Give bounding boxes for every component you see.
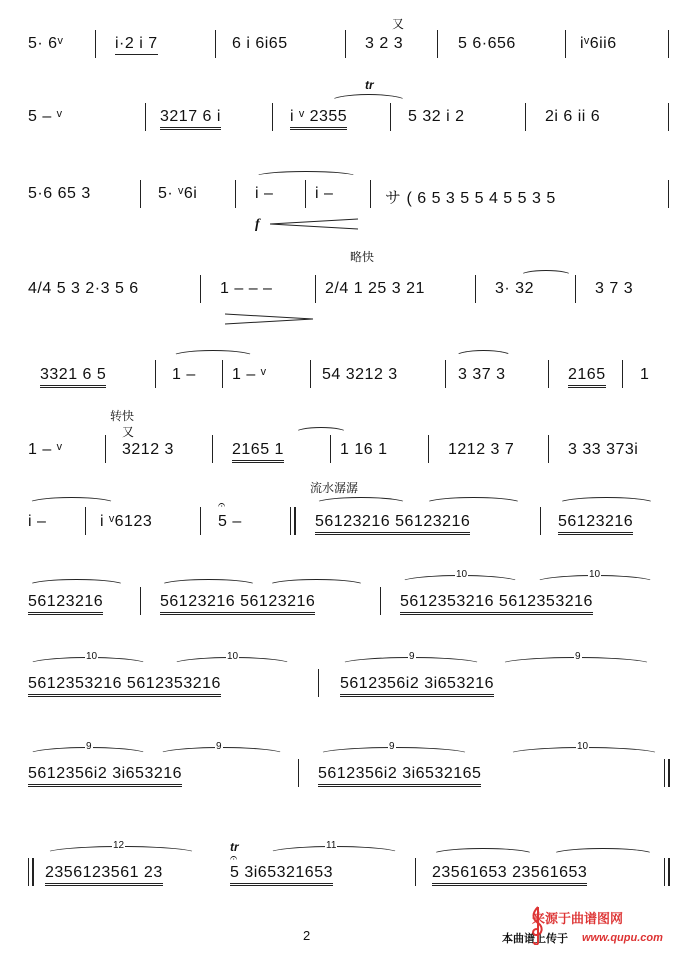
measure: 1 16 1 — [340, 441, 388, 458]
staff-row-4 — [0, 250, 692, 340]
measure: 2165 1 — [232, 441, 284, 463]
measure: i – — [315, 185, 334, 202]
barline — [668, 180, 669, 208]
staff-row-3 — [0, 175, 692, 245]
barline — [105, 435, 106, 463]
measure: 2/4 1 25 3 21 — [325, 280, 425, 297]
measure: 54 3212 3 — [322, 366, 398, 383]
barline — [428, 435, 429, 463]
ornament-mark: 又 — [122, 425, 135, 439]
slur — [558, 497, 655, 510]
measure: 23561653 23561653 — [432, 864, 587, 886]
measure: i·2 i 7 — [115, 35, 158, 55]
measure: i ᵛ 2355 — [290, 108, 347, 130]
barline — [200, 507, 201, 535]
barline — [668, 103, 669, 131]
tuplet-number: 10 — [86, 651, 98, 662]
barline — [370, 180, 371, 208]
barline — [145, 103, 146, 131]
measure: 6 i 6i65 — [232, 35, 288, 52]
measure: 3 33 373i — [568, 441, 639, 458]
slur — [432, 848, 534, 861]
barline — [390, 103, 391, 131]
measure: 1 – — [172, 366, 196, 383]
page-number: 2 — [303, 928, 311, 943]
measure: 5 32 i 2 — [408, 108, 465, 125]
staff-row-5 — [0, 350, 692, 420]
barline — [540, 507, 541, 535]
measure: 2165 — [568, 366, 606, 388]
barline — [445, 360, 446, 388]
barline — [380, 587, 381, 615]
measure: 56123216 56123216 — [315, 513, 470, 535]
measure: 5612356i2 3i6532165 — [318, 765, 481, 787]
measure: 2i 6 ii 6 — [545, 108, 601, 125]
staff-row-2 — [0, 78, 692, 170]
barline — [272, 103, 273, 131]
measure: 5 6·656 — [458, 35, 516, 52]
barline — [548, 360, 549, 388]
slur — [160, 579, 257, 592]
tuplet-number: 10 — [589, 569, 601, 580]
barline — [212, 435, 213, 463]
trill-mark: tr — [230, 840, 239, 854]
measure: 3 2 3 — [365, 35, 404, 52]
measure: 56123216 56123216 — [160, 593, 315, 615]
measure: 5· 6ᵛ — [28, 35, 64, 52]
repeat-end-barline — [664, 858, 670, 886]
barline — [525, 103, 526, 131]
staff-row-8 — [0, 569, 692, 645]
measure: 5612356i2 3i653216 — [28, 765, 182, 787]
barline — [215, 30, 216, 58]
measure: 4/4 5 3 2·3 5 6 — [28, 280, 139, 297]
slur — [28, 579, 125, 592]
barline — [622, 360, 623, 388]
slur — [315, 497, 407, 510]
watermark-url: www.qupu.com — [582, 932, 663, 944]
tempo-marking: 略快 — [350, 250, 375, 264]
fermata-icon: 𝄐 — [230, 850, 238, 865]
barline — [315, 275, 316, 303]
tie — [295, 427, 347, 438]
tie — [28, 497, 115, 510]
barline — [140, 180, 141, 208]
measure: サ ( 6 5 3 5 5 4 5 5 3 5 — [385, 190, 556, 207]
tuplet-number: 9 — [575, 651, 581, 662]
barline — [345, 30, 346, 58]
barline — [565, 30, 566, 58]
measure: 3217 6 i — [160, 108, 221, 130]
barline — [548, 435, 549, 463]
measure: 1 – – – — [220, 280, 273, 297]
staff-row-1 — [0, 17, 692, 95]
staff-row-7 — [0, 481, 692, 565]
tuplet-number: 11 — [326, 840, 337, 851]
measure: 5 – — [218, 513, 242, 530]
measure: 1 – ᵛ — [28, 441, 63, 458]
trill-mark: tr — [365, 78, 374, 92]
measure: 1 — [640, 366, 650, 383]
crescendo-hairpin — [270, 217, 360, 231]
ornament-mark: 又 — [392, 17, 405, 31]
barline — [437, 30, 438, 58]
measure: 5 3i65321653 — [230, 864, 333, 886]
slur — [425, 497, 522, 510]
barline — [140, 587, 141, 615]
dynamic-forte: f — [255, 217, 260, 232]
repeat-start-barline — [290, 507, 296, 535]
measure: 3321 6 5 — [40, 366, 106, 388]
fermata-icon: 𝄐 — [218, 497, 226, 512]
measure: 5·6 65 3 — [28, 185, 91, 202]
slur — [268, 579, 365, 592]
barline — [415, 858, 416, 886]
tie — [172, 350, 254, 363]
measure: 5612356i2 3i653216 — [340, 675, 494, 697]
barline — [310, 360, 311, 388]
barline — [330, 435, 331, 463]
tuplet-number: 9 — [86, 741, 92, 752]
tuplet-number: 10 — [577, 741, 589, 752]
measure: 3· 32 — [495, 280, 534, 297]
measure: 56123216 — [558, 513, 633, 535]
barline — [475, 275, 476, 303]
barline — [95, 30, 96, 58]
tuplet-number: 9 — [389, 741, 395, 752]
repeat-end-barline — [664, 759, 670, 787]
tuplet-number: 10 — [227, 651, 239, 662]
measure: 3 7 3 — [595, 280, 634, 297]
tempo-marking: 流水潺潺 — [310, 481, 359, 495]
measure: 5· ᵛ6i — [158, 185, 198, 202]
barline — [575, 275, 576, 303]
barline — [318, 669, 319, 697]
tuplet-number: 10 — [456, 569, 468, 580]
barline — [85, 507, 86, 535]
watermark-text: 来源于曲谱图网 — [532, 911, 624, 926]
measure: 1 – ᵛ — [232, 366, 267, 383]
slur — [552, 848, 654, 861]
measure: 5612353216 5612353216 — [400, 593, 593, 615]
slur — [455, 350, 512, 363]
staff-row-10 — [0, 741, 692, 815]
measure: i ᵛ6123 — [100, 513, 153, 530]
measure: 3 37 3 — [458, 366, 506, 383]
repeat-start-barline — [28, 858, 34, 886]
measure: iᵛ6ii6 — [580, 35, 617, 52]
staff-row-9 — [0, 651, 692, 725]
tempo-marking: 转快 — [110, 409, 135, 423]
upload-credit: 本曲谱上传于 — [502, 933, 568, 945]
tuplet-number: 9 — [216, 741, 222, 752]
tuplet-number: 9 — [409, 651, 415, 662]
measure: 1212 3 7 — [448, 441, 515, 458]
barline — [668, 30, 669, 58]
barline — [305, 180, 306, 208]
measure: i – — [255, 185, 274, 202]
measure: 3212 3 — [122, 441, 174, 458]
tuplet-number: 12 — [113, 840, 125, 851]
decrescendo-hairpin — [225, 312, 315, 326]
barline — [235, 180, 236, 208]
barline — [155, 360, 156, 388]
tie — [255, 171, 357, 182]
barline — [298, 759, 299, 787]
measure: 5612353216 5612353216 — [28, 675, 221, 697]
barline — [222, 360, 223, 388]
measure: 2356123561 23 — [45, 864, 163, 886]
slur — [330, 94, 407, 109]
measure: i – — [28, 513, 47, 530]
staff-row-11 — [0, 840, 692, 910]
measure: 56123216 — [28, 593, 103, 615]
barline — [200, 275, 201, 303]
measure: 5 – ᵛ — [28, 108, 63, 125]
